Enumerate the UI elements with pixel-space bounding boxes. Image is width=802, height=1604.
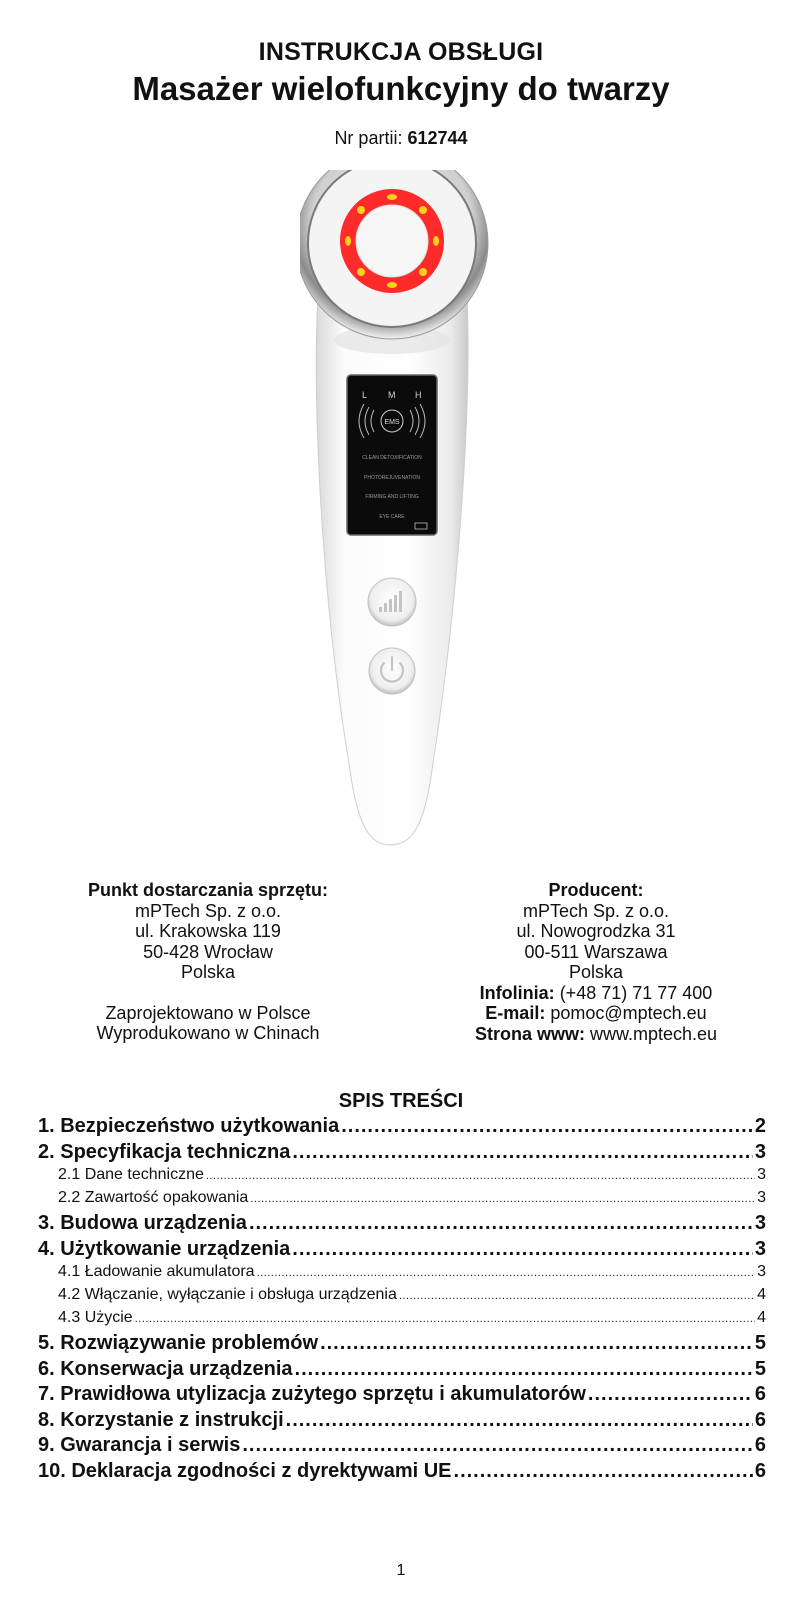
- level-h: H: [415, 390, 422, 400]
- toc-subentry[interactable]: [38, 1263, 766, 1286]
- toc-entry-label: 2. Specyfikacja techniczna: [38, 1140, 291, 1163]
- toc-entry[interactable]: [38, 1383, 766, 1409]
- toc-entry-page: 3: [757, 1189, 766, 1206]
- toc-entry-page: 3: [757, 1166, 766, 1183]
- mode-firming: FIRMING AND LIFTING: [365, 494, 419, 500]
- toc-entry[interactable]: [38, 1434, 766, 1460]
- document-type-heading: INSTRUKCJA OBSŁUGI: [258, 38, 544, 66]
- producer-street: ul. Nowogrodzka 31: [516, 921, 676, 941]
- hotline-value: (+48 71) 71 77 400: [559, 982, 713, 1003]
- toc-entry-label: 6. Konserwacja urządzenia: [38, 1357, 293, 1380]
- toc-subentry[interactable]: [38, 1286, 766, 1309]
- face-massager-illustration: [300, 170, 510, 870]
- toc-entry-label: 3. Budowa urządzenia: [38, 1212, 247, 1234]
- toc-subentry[interactable]: [38, 1166, 766, 1189]
- website-value: www.mptech.eu: [589, 1023, 718, 1044]
- email-label: E-mail:: [485, 1003, 546, 1023]
- toc-entry-page: 4: [757, 1286, 766, 1303]
- producer-company: mPTech Sp. z o.o.: [522, 900, 670, 921]
- hotline-label: Infolinia:: [479, 982, 555, 1003]
- toc-entry-page: 5: [754, 1332, 766, 1354]
- toc-entry-page: 3: [754, 1212, 766, 1234]
- toc-entry[interactable]: [38, 1115, 766, 1141]
- batch-label: Nr partii:: [334, 128, 403, 148]
- page-number: 1: [396, 1562, 406, 1579]
- toc-title: SPIS TREŚCI: [338, 1090, 464, 1112]
- toc-entry-page: 5: [754, 1357, 766, 1380]
- producer-title: Producent:: [548, 880, 644, 900]
- delivery-title: Punkt dostarczania sprzętu:: [87, 880, 329, 900]
- toc-entry[interactable]: [38, 1460, 766, 1486]
- toc-entry-page: 6: [754, 1459, 766, 1482]
- toc-entry-page: 6: [754, 1434, 766, 1456]
- toc-entry[interactable]: [38, 1358, 766, 1384]
- toc-entry-label: 1. Bezpieczeństwo użytkowania: [38, 1115, 340, 1137]
- toc-entry[interactable]: [38, 1409, 766, 1435]
- website-line: [416, 1024, 776, 1045]
- toc-entry-label: 10. Deklaracja zgodności z dyrektywami UE: [38, 1459, 452, 1482]
- toc-entry-page: 6: [754, 1383, 766, 1405]
- batch-value: 612744: [407, 128, 468, 148]
- toc-entry[interactable]: [38, 1238, 766, 1264]
- made-in: Wyprodukowano w Chinach: [96, 1023, 320, 1043]
- ems-label: EMS: [384, 419, 400, 426]
- device-display: [347, 375, 437, 535]
- toc-entry-page: 6: [754, 1408, 766, 1431]
- table-of-contents: [38, 1115, 766, 1485]
- producer-block: [416, 880, 776, 1044]
- mode-eye: EYE CARE: [379, 514, 405, 520]
- toc-entry-label: 2.1 Dane techniczne: [58, 1166, 204, 1183]
- device-body: [316, 270, 468, 845]
- producer-city: 00-511 Warszawa: [524, 941, 668, 962]
- delivery-company: mPTech Sp. z o.o.: [134, 900, 282, 921]
- email-value: pomoc@mptech.eu: [550, 1003, 707, 1023]
- toc-entry-page: 4: [757, 1309, 766, 1326]
- toc-entry-label: 4. Użytkowanie urządzenia: [38, 1237, 291, 1260]
- toc-entry-label: 4.3 Użycie: [58, 1309, 133, 1326]
- delivery-point-block: [28, 880, 388, 1044]
- toc-entry[interactable]: [38, 1212, 766, 1238]
- power-button: [369, 648, 415, 694]
- level-l: L: [362, 390, 368, 400]
- designed-in: Zaprojektowano w Polsce: [105, 1002, 311, 1023]
- toc-entry-label: 8. Korzystanie z instrukcji: [38, 1408, 284, 1431]
- toc-entry-label: 2.2 Zawartość opakowania: [58, 1189, 249, 1206]
- website-label: Strona www:: [474, 1023, 585, 1044]
- level-button: [368, 578, 416, 626]
- toc-entry[interactable]: [38, 1332, 766, 1358]
- mode-photo: PHOTOREJUVENATION: [364, 475, 420, 481]
- toc-entry-page: 3: [754, 1237, 766, 1260]
- mode-clean: CLEAN DETOXIFICATION: [362, 455, 422, 461]
- batch-number: [0, 128, 802, 149]
- delivery-city: 50-428 Wrocław: [143, 941, 273, 962]
- toc-entry-label: 9. Gwarancja i serwis: [38, 1434, 241, 1456]
- product-title: Masażer wielofunkcyjny do twarzy: [132, 70, 670, 107]
- toc-entry-label: 7. Prawidłowa utylizacja zużytego sprzętu i akumulatorów: [38, 1383, 586, 1405]
- toc-entry-page: 3: [757, 1263, 766, 1280]
- producer-country: Polska: [568, 962, 624, 982]
- email-line: [416, 1003, 776, 1024]
- toc-subentry[interactable]: [38, 1309, 766, 1332]
- toc-entry-page: 3: [754, 1140, 766, 1163]
- level-m: M: [388, 390, 396, 400]
- toc-subentry[interactable]: [38, 1189, 766, 1212]
- toc-entry-label: 5. Rozwiązywanie problemów: [38, 1332, 319, 1354]
- toc-entry-label: 4.2 Włączanie, wyłączanie i obsługa urządzenia: [58, 1286, 397, 1303]
- toc-entry-label: 4.1 Ładowanie akumulatora: [58, 1263, 255, 1280]
- delivery-country: Polska: [180, 962, 236, 982]
- toc-entry-page: 2: [754, 1115, 766, 1137]
- delivery-street: ul. Krakowska 119: [135, 921, 281, 941]
- toc-entry[interactable]: [38, 1141, 766, 1167]
- hotline-line: [416, 983, 776, 1004]
